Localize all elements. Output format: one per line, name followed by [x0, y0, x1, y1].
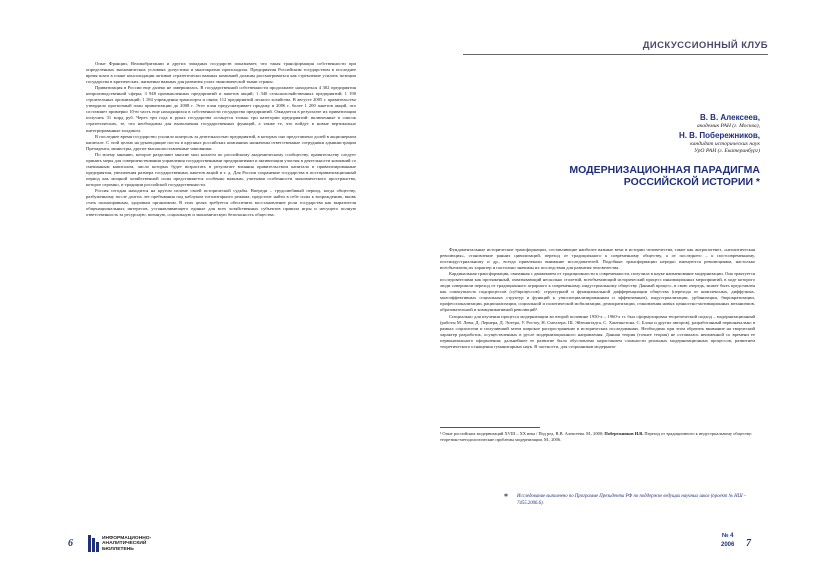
asterisk-icon: *	[504, 492, 508, 501]
paragraph: В последнее время государство усилило контроль за деятельностью предприятий, в которых оно представлено долей в акционерном капитале. С этой целью на руководящие посты в крупных российских компаниях назначены ответственные сотрудники администрации Президента, министры, другие высокопоставленные чиновники.	[86, 133, 356, 151]
affiliation-line: УрО РАН (г. Екатеринбург)	[694, 148, 760, 154]
paragraph: Кардинальная трансформация, связанная с движением от традиционности к современности, получила в науке наименование модернизации. Она трактуется исследователями как протяженный, охватывающий несколько столетий, всеобъемлющий исторический процесс инновационных мероприятий, в ходе которого люди совершили переход от традиционного аграрного к современному, индустриальному обществу. Данный процесс, в свою очередь, может быть представлен как совокупность подпроцессов (субпроцессов): структурной и функциональной дифференциации общества (перехода от комплексных, диффузных, малоэффективных социальных структур и функций к узкоспециализированным и эффективным), индустриализации, урбанизации, бюрократизации, профессионализации, рационализации, социальной и политической мобилизации, демократизации, становления новых ценностно-мотивационных механизмов, образовательной и коммуникативной революций¹.	[440, 271, 755, 313]
paragraph: Опыт Франции, Великобритании и других западных государств показывает, что такая трансформация собственности при определенных экономических условиях допустима и многократно происходила. Предприятия Российским государством в последнее время шаги в плане консолидации активов стратегически важных компаний должны рассматриваться как стремление усилить позиции государства в критических, жизненно важных для развития узлах экономической ткани страны.	[86, 61, 356, 85]
footnote	[440, 431, 755, 443]
author-affiliation	[697, 123, 760, 130]
footnote-author: Побережников И.В.	[604, 431, 644, 436]
bulletin-logo-icon	[88, 535, 99, 552]
header-rule	[463, 54, 768, 55]
issue-info	[721, 532, 734, 550]
affiliation-line: кандидат исторических наук	[690, 141, 760, 147]
logo-line: ИНФОРМАЦИОННО-	[102, 536, 152, 541]
left-text-column	[86, 61, 356, 218]
logo-line: БЮЛЛЕТЕНЬ	[102, 546, 134, 552]
footnote-text: ¹ Опыт российских модернизаций XVIII – XX века / Под ред. В.В. Алексеева. М., 2000;	[440, 431, 605, 436]
footnote-text: Переход от традиционного к индустриальному обществу: теоретико-методологические проблемы модернизации. М., 2006.	[440, 431, 753, 442]
title-line: МОДЕРНИЗАЦИОННАЯ ПАРАДИГМА	[569, 164, 760, 176]
paragraph: По моему мнению, которое разделяют многие мои коллеги по российскому академическому сообществу, правительству следует принять меры для совершенствования управления государственными предприятиями и активизации участия в деятельности компаний со смешанным капиталом, число которых будет возрастать в результате влияния правительством капитала в приватизированные предприятия, увеличения размера государственных пакетов акций и т. д. Для России сохранение государства в постприватизационный период как мощной хозяйственной силы представляется особенно важным, учитывая особенности экономического пространства, которое огромно, и традиции российской государственности.	[86, 151, 356, 187]
right-text-column	[440, 247, 755, 350]
issue-number: № 4	[721, 533, 734, 539]
footnote-rule	[440, 427, 540, 428]
paragraph: Россия сегодня находится на крутом изломе своей исторической судьбы. Впереди – трудолюбивый период, когда обществу, разбуженному после долгих лет пребывания под каблуком тоталитарного режима, предстоит найти в себе силы к возрождению, вновь стать полноправным, здоровым организмом. В этих целях требуется обеспечить восстановление роли государства как выразителя общенациональных интересов, устанавливающего единые для всех хозяйственных субъектов правила игры и несущего полную ответственность за ресурсную, военную, социальную и экономическую безопасность общества.	[86, 187, 356, 218]
paragraph: Специально для изучения процесса модернизации во второй половине 1950-х – 1960-х гг. был сформулирован теоретический подход – модернизационный (работы М. Леви, Д. Лернера, Д. Эптера, У. Ростоу, Н. Смелзера, Ш. Эйзенштадта, С. Хантингтона, С. Блэка и других авторов), разработанный первоначально в рамках социологии и получивший затем широкое распространение в исторических исследованиях. Необходимо при этом обратить внимание на творческий характер разработок, осуществленных в русле модернизационного направления. Данная теория (точнее теория) не оставалась неизменной со времени ее первоначального оформления; дальнейшее ее развитие было обусловлено нарастанием сложности реальных модернизационных процессов, развитием теоретического оснащения гуманитарных наук. В частности, для сторонников модерниза-	[440, 313, 755, 349]
paragraph: Фундаментальные исторические трансформации, составляющие наиболее важные вехи в истории человечества, такие как антропогенез, «неолитическая революция», становление ранних цивилизаций, переход от традиционного к современному обществу, а от последнего – к постсовременному, постиндустриальному и др., всегда привлекали внимание исследователей. Подобные трансформации нередко именуются революциями, настолько всеобъемлющ их характер и пастолько значимы их последствия для развития человечества.	[440, 247, 755, 271]
page-number: 6	[68, 538, 73, 549]
title-line: РОССИЙСКОЙ ИСТОРИИ *	[623, 175, 760, 188]
logo-line: АНАЛИТИЧЕСКИЙ	[102, 541, 147, 547]
author-name: В. В. Алексеев,	[699, 113, 760, 122]
bulletin-logo-text	[102, 536, 151, 552]
author-affiliation	[560, 141, 760, 155]
section-header: ДИСКУССИОННЫЙ КЛУБ	[642, 40, 768, 51]
author-name: Н. В. Побережников,	[678, 131, 760, 140]
paragraph: Приватизация в России еще далеко не завершилась. В государственной собственности продолжают находиться 4 302 предприятия непроизводственной сферы; 3 948 промышленных предприятий и пакетов акций; 1 340 сельскохозяйственных предприятий; 1 190 строительных организаций; 1 184 учреждения транспорта и связи; 112 предприятий лесного хозяйства. В августе 2005 г. правительство утвердило прогнозный план приватизации до 2008 г. Этот план предусматривает продажу в 2006 г. более 1 200 пакетов акций, что составляет примерно 10-ю часть еще находящихся в собственности государства предприятий. Ожидается в результате их приватизации получить 31 млрд руб. Через три года в руках государства останутся только три категории предприятий: включенные в список стратегических, те, что необходимы для выполнения государственных функций, а также те, что войдут в новые вертикально интегрированные холдинги.	[86, 85, 356, 133]
article-title	[569, 165, 760, 188]
page-number: 7	[746, 538, 751, 549]
issue-year: 2006	[721, 542, 735, 548]
grant-note: Исследование выполнено по Программе Президента РФ по поддержке ведущих научных школ (проект № НШ – 7455.2006.6).	[517, 494, 747, 506]
affiliation-line: академик РАН (г. Москва),	[696, 123, 760, 129]
